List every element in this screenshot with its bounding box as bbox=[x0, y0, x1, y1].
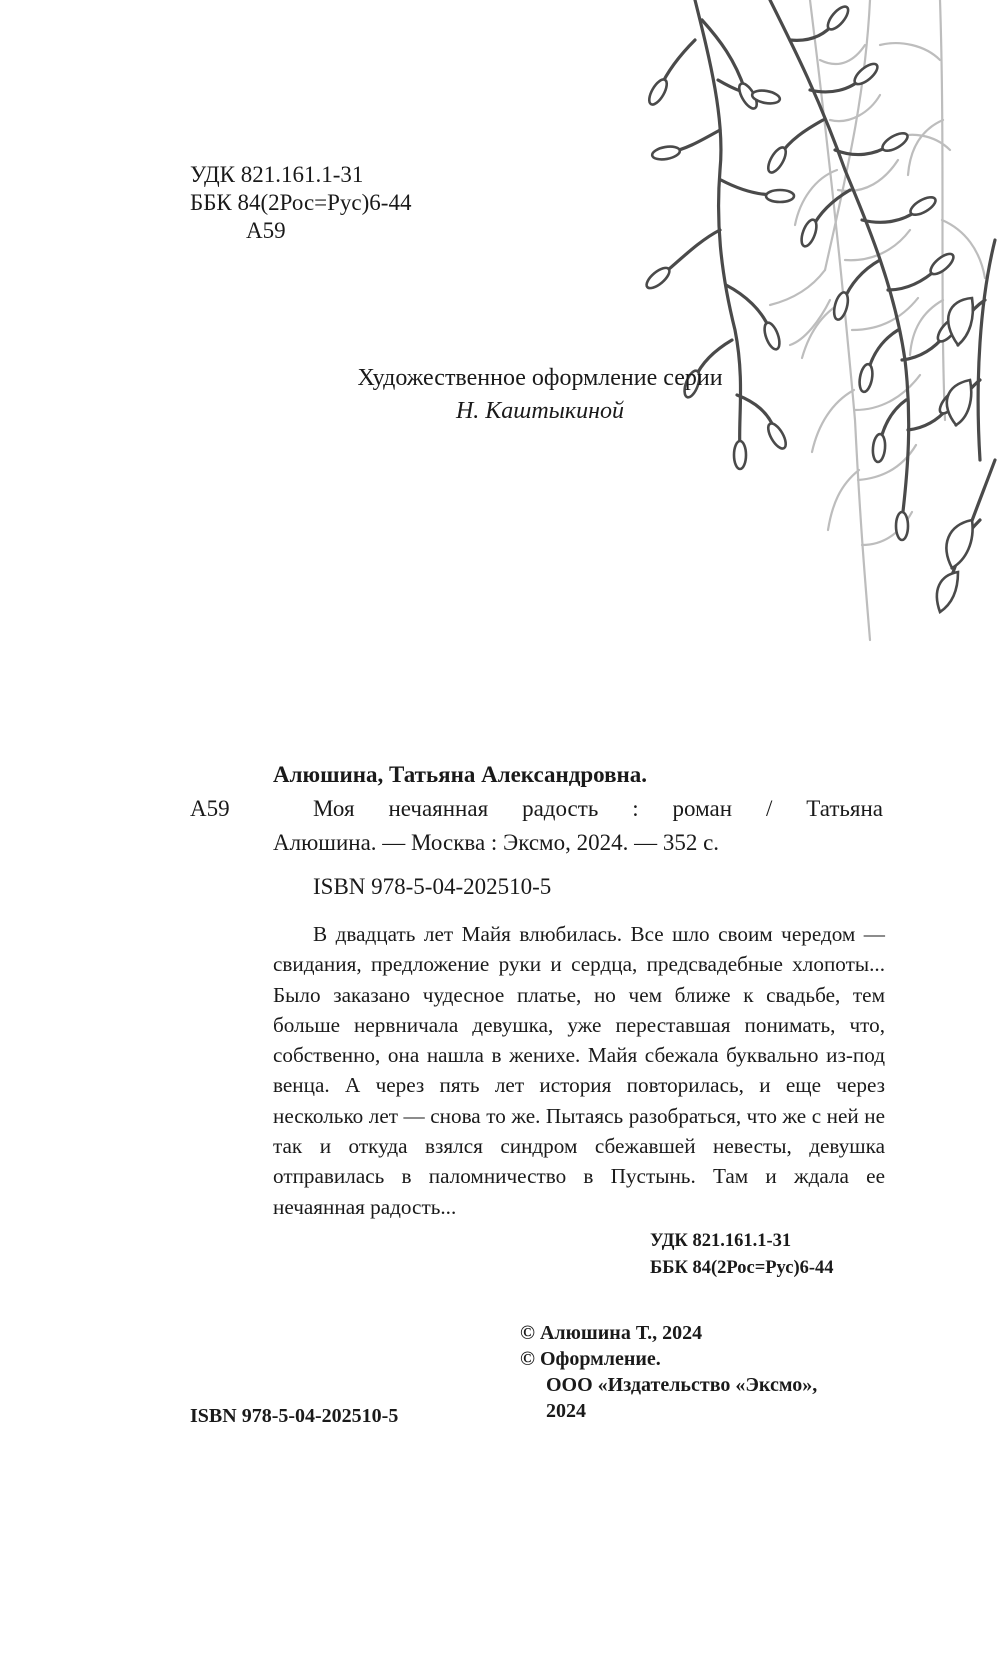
catalog-author-mark: А59 bbox=[190, 796, 230, 821]
footer-bbk: ББК 84(2Рос=Рус)6-44 bbox=[650, 1258, 834, 1278]
copyright-block bbox=[520, 1320, 817, 1424]
design-credit bbox=[310, 362, 770, 428]
header-udk: УДК 821.161.1-31 bbox=[190, 162, 364, 187]
catalog-description bbox=[273, 792, 883, 860]
catalog-description-line2: Алюшина. — Москва : Эксмо, 2024. — 352 с. bbox=[273, 830, 720, 855]
footer-classification-codes bbox=[650, 1228, 834, 1282]
header-author-mark: А59 bbox=[246, 218, 286, 243]
copyright-year: 2024 bbox=[546, 1400, 586, 1422]
catalog-description-line1: Моя нечаянная радость : роман / Татьяна bbox=[313, 796, 883, 821]
header-classification-codes bbox=[190, 161, 411, 245]
willow-branches-illustration bbox=[640, 0, 1000, 660]
footer-udk: УДК 821.161.1-31 bbox=[650, 1231, 792, 1251]
footer-isbn: ISBN 978-5-04-202510-5 bbox=[190, 1405, 399, 1427]
copyright-design: © Оформление. bbox=[520, 1348, 661, 1370]
design-credit-name: Н. Каштыкиной bbox=[455, 398, 625, 424]
design-credit-label: Художественное оформление серии bbox=[357, 365, 723, 391]
header-bbk: ББК 84(2Рос=Рус)6-44 bbox=[190, 190, 412, 215]
copyright-publisher: ООО «Издательство «Эксмо», bbox=[546, 1374, 818, 1396]
catalog-author-heading: Алюшина, Татьяна Александровна. bbox=[273, 762, 648, 787]
book-annotation bbox=[273, 919, 885, 1222]
copyright-author: © Алюшина Т., 2024 bbox=[520, 1322, 703, 1344]
catalog-isbn: ISBN 978-5-04-202510-5 bbox=[313, 874, 552, 899]
annotation-text: В двадцать лет Майя влюбилась. Все шло своим чередом — свидания, предложение руки и сердца, предсвадебные хлопоты... Было заказано чудесное платье, но чем ближе к свадьбе, тем больше нервничала девушка, уже переставшая понимать, что, собственно, она нашла в женихе. Майя сбежала буквально из-под венца. А через пять лет история повторилась, и еще через несколько лет — снова то же. Пытаясь разобраться, что же с ней не так и откуда взялся синдром сбежавшей невесты, девушка отправилась в паломничество в Пустынь. Там и ждала ее нечаянная радость... bbox=[273, 922, 885, 1219]
